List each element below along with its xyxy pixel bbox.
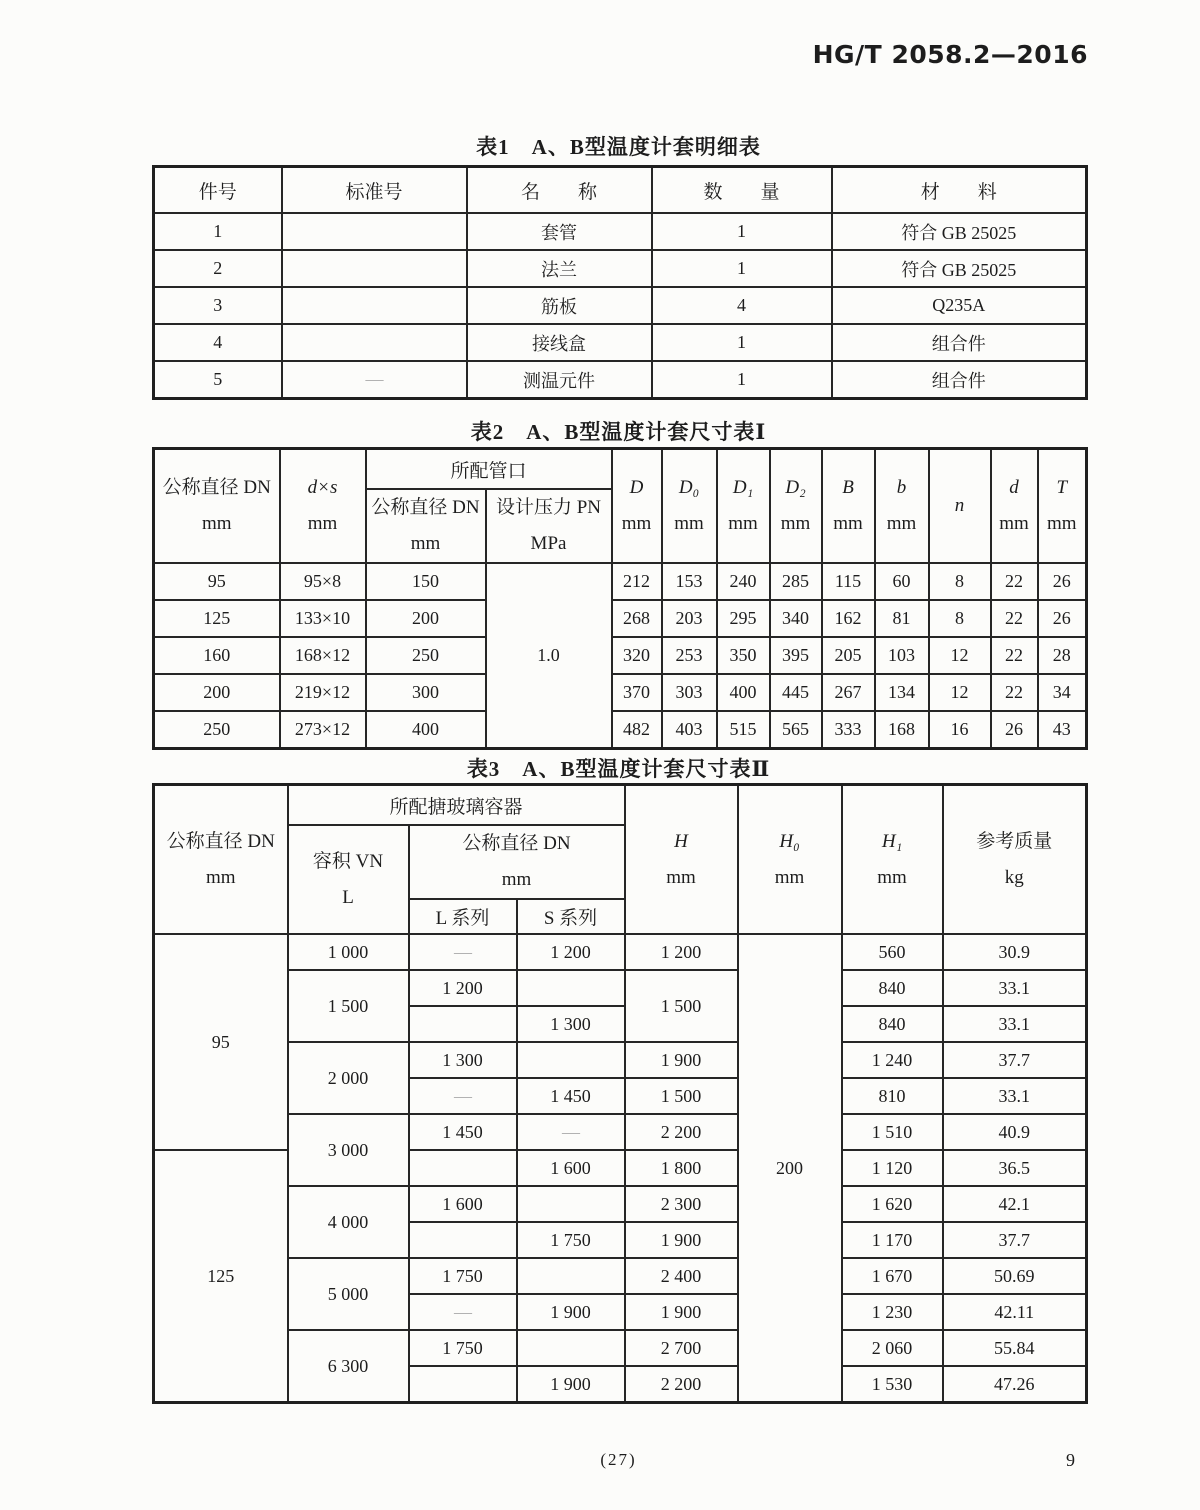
table-cell: 55.84 xyxy=(943,1330,1087,1366)
table-cell: 1 170 xyxy=(842,1222,943,1258)
table-cell: 370 xyxy=(612,674,662,711)
header-unit: mm xyxy=(621,513,652,535)
table-row xyxy=(154,287,1087,324)
table-cell: 240 xyxy=(717,563,770,600)
header-label: D xyxy=(629,477,644,498)
table-cell: 1 600 xyxy=(517,1150,625,1186)
table-cell: 4 xyxy=(154,324,282,361)
table2-header-pn xyxy=(486,489,612,563)
table-cell: 1 500 xyxy=(625,1078,738,1114)
footer-page-number: 9 xyxy=(1066,1450,1075,1470)
table-cell: 160 xyxy=(154,637,280,674)
table-row xyxy=(154,563,1087,600)
table-cell: 403 xyxy=(662,711,717,749)
table-cell xyxy=(517,1330,625,1366)
table-cell-volume: 6 300 xyxy=(288,1330,409,1403)
table-cell: 4 xyxy=(652,287,832,324)
table-row xyxy=(154,1114,1087,1150)
table-cell: 95×8 xyxy=(280,563,366,600)
table-cell: 285 xyxy=(770,563,822,600)
table-cell: 8 xyxy=(929,600,991,637)
table-cell: 810 xyxy=(842,1078,943,1114)
header-unit: mm xyxy=(307,513,338,535)
table-cell: 1 200 xyxy=(517,934,625,970)
table-cell: 26 xyxy=(991,711,1038,749)
header-unit: mm xyxy=(999,513,1029,535)
table-cell: 340 xyxy=(770,600,822,637)
table-cell xyxy=(409,1006,517,1042)
table-cell: 303 xyxy=(662,674,717,711)
table-cell: 8 xyxy=(929,563,991,600)
table-cell: 219×12 xyxy=(280,674,366,711)
table-cell: 400 xyxy=(717,674,770,711)
table-cell: 5 xyxy=(154,361,282,399)
table-cell: 1 800 xyxy=(625,1150,738,1186)
table-cell xyxy=(517,970,625,1006)
table-cell: 1 900 xyxy=(625,1222,738,1258)
table-cell: 300 xyxy=(366,674,486,711)
table-cell: 16 xyxy=(929,711,991,749)
table-cell: 12 xyxy=(929,637,991,674)
table-cell: 103 xyxy=(875,637,929,674)
table-cell: 205 xyxy=(822,637,875,674)
table3-header-vessel-dn xyxy=(409,825,625,899)
table-cell: 125 xyxy=(154,600,280,637)
table-cell: 22 xyxy=(991,600,1038,637)
table2-header-dn xyxy=(154,449,280,564)
header-label: 参考质量 xyxy=(976,830,1053,852)
table-cell: 42.1 xyxy=(943,1186,1087,1222)
table2-dimensions-1 xyxy=(152,447,1088,750)
table-cell: 515 xyxy=(717,711,770,749)
table-cell: 1 xyxy=(154,213,282,250)
table-cell: 37.7 xyxy=(943,1222,1087,1258)
table2-header-B xyxy=(822,449,875,564)
header-unit: mm xyxy=(410,533,441,555)
table-cell: 200 xyxy=(154,674,280,711)
header-label: 公称直径 DN xyxy=(371,497,480,518)
table-cell xyxy=(282,213,467,250)
table-cell: 28 xyxy=(1038,637,1087,674)
table-cell: 33.1 xyxy=(943,1006,1087,1042)
header-unit: mm xyxy=(501,869,532,891)
table-cell xyxy=(517,1258,625,1294)
table-cell: 445 xyxy=(770,674,822,711)
table-row xyxy=(154,600,1087,637)
header-label: H₁ xyxy=(881,830,903,852)
table-cell: 2 400 xyxy=(625,1258,738,1294)
header-label: 公称直径 DN xyxy=(462,833,571,854)
table-cell: 60 xyxy=(875,563,929,600)
table-cell: 法兰 xyxy=(467,250,652,287)
table-cell: 22 xyxy=(991,674,1038,711)
table-cell: 212 xyxy=(612,563,662,600)
table-cell xyxy=(409,1366,517,1403)
table-cell: 测温元件 xyxy=(467,361,652,399)
table-cell: 2 xyxy=(154,250,282,287)
table3-header-H1 xyxy=(842,785,943,935)
table-cell: 162 xyxy=(822,600,875,637)
table-cell: — xyxy=(409,1078,517,1114)
table-cell: 2 300 xyxy=(625,1186,738,1222)
table-cell: 133×10 xyxy=(280,600,366,637)
header-unit: mm xyxy=(833,513,863,535)
table-cell xyxy=(517,1042,625,1078)
table-cell: 2 200 xyxy=(625,1366,738,1403)
table-row xyxy=(154,361,1087,399)
table-cell-volume: 1 500 xyxy=(288,970,409,1042)
table-cell: 1 xyxy=(652,250,832,287)
header-label: n xyxy=(954,495,965,517)
table-cell: 1 xyxy=(652,361,832,399)
table-cell: 320 xyxy=(612,637,662,674)
table-cell: 1 900 xyxy=(625,1294,738,1330)
table-cell: 1 450 xyxy=(409,1114,517,1150)
table-cell: — xyxy=(517,1114,625,1150)
table-cell: 95 xyxy=(154,563,280,600)
table-cell: 34 xyxy=(1038,674,1087,711)
table-cell-pn-merged: 1.0 xyxy=(486,563,612,749)
table2-header-n xyxy=(929,449,991,564)
table-cell: 1 900 xyxy=(625,1042,738,1078)
table-cell: 840 xyxy=(842,1006,943,1042)
table-cell: 395 xyxy=(770,637,822,674)
table-cell: 267 xyxy=(822,674,875,711)
table-cell: 2 200 xyxy=(625,1114,738,1150)
table-cell-dn-95: 95 xyxy=(154,934,288,1150)
table-cell: 1 xyxy=(652,324,832,361)
table-cell: 295 xyxy=(717,600,770,637)
table-cell: 26 xyxy=(1038,600,1087,637)
table1-header-quantity: 数 量 xyxy=(652,167,832,214)
table-cell: 168×12 xyxy=(280,637,366,674)
table-cell: 115 xyxy=(822,563,875,600)
table2-header-row-1 xyxy=(154,449,1087,490)
table-row xyxy=(154,250,1087,287)
header-label: 公称直径 DN xyxy=(162,477,271,498)
table-row xyxy=(154,674,1087,711)
table-cell: Q235A xyxy=(832,287,1087,324)
table-cell-dn-125: 125 xyxy=(154,1150,288,1403)
table-cell-volume: 2 000 xyxy=(288,1042,409,1114)
table-cell: 1 200 xyxy=(409,970,517,1006)
table-cell: 168 xyxy=(875,711,929,749)
table-cell: 1 510 xyxy=(842,1114,943,1150)
table-cell xyxy=(282,250,467,287)
table-cell: — xyxy=(409,934,517,970)
table-cell: 42.11 xyxy=(943,1294,1087,1330)
table2-header-port-dn xyxy=(366,489,486,563)
table-cell xyxy=(282,324,467,361)
table-cell: 400 xyxy=(366,711,486,749)
table-cell: 12 xyxy=(929,674,991,711)
table-cell: 40.9 xyxy=(943,1114,1087,1150)
table-cell: 1 600 xyxy=(409,1186,517,1222)
table2-header-D2 xyxy=(770,449,822,564)
table-cell: 符合 GB 25025 xyxy=(832,250,1087,287)
table-cell: 筋板 xyxy=(467,287,652,324)
table-cell: 150 xyxy=(366,563,486,600)
table-cell: 30.9 xyxy=(943,934,1087,970)
table-cell: — xyxy=(282,361,467,399)
table-cell: 350 xyxy=(717,637,770,674)
table-cell: 组合件 xyxy=(832,324,1087,361)
header-label: d xyxy=(1009,477,1019,498)
table-cell: 33.1 xyxy=(943,970,1087,1006)
table-cell: 套管 xyxy=(467,213,652,250)
header-unit: L xyxy=(342,886,354,908)
table1-header-item-no: 件号 xyxy=(154,167,282,214)
table3-header-l-series: L 系列 xyxy=(409,899,517,934)
table-cell: 153 xyxy=(662,563,717,600)
table-row xyxy=(154,711,1087,749)
table-cell: 1 750 xyxy=(409,1258,517,1294)
table-cell-volume: 4 000 xyxy=(288,1186,409,1258)
table-cell-volume: 1 000 xyxy=(288,934,409,970)
table3-header-mass xyxy=(943,785,1087,935)
table-row xyxy=(154,1258,1087,1294)
table-cell: 26 xyxy=(1038,563,1087,600)
table-cell: 565 xyxy=(770,711,822,749)
header-label: 容积 VN xyxy=(312,850,384,872)
table-cell: 1 900 xyxy=(517,1366,625,1403)
header-label: H₀ xyxy=(779,830,800,852)
header-label: b xyxy=(896,477,907,498)
table-cell: 1 230 xyxy=(842,1294,943,1330)
header-label: B xyxy=(842,477,854,498)
table-cell: 1 500 xyxy=(625,970,738,1042)
table-cell: 333 xyxy=(822,711,875,749)
header-unit: mm xyxy=(728,513,758,535)
table-cell-volume: 3 000 xyxy=(288,1114,409,1186)
table-cell: 203 xyxy=(662,600,717,637)
table3-title: 表3 A、B型温度计套尺寸表Ⅱ xyxy=(466,757,771,781)
table-cell-h0-merged: 200 xyxy=(738,934,842,1403)
header-unit: mm xyxy=(1046,513,1077,535)
header-unit: mm xyxy=(201,513,232,535)
table-cell: 47.26 xyxy=(943,1366,1087,1403)
table-cell xyxy=(517,1186,625,1222)
table-cell: 1 670 xyxy=(842,1258,943,1294)
table2-header-dxs xyxy=(280,449,366,564)
table-cell: 250 xyxy=(154,711,280,749)
table-row xyxy=(154,970,1087,1006)
header-unit: mm xyxy=(886,513,917,535)
table3-header-volume xyxy=(288,825,409,934)
table3-header-H0 xyxy=(738,785,842,935)
table-row xyxy=(154,637,1087,674)
table3-header-vessel-group: 所配搪玻璃容器 xyxy=(288,785,625,826)
table2-header-D0 xyxy=(662,449,717,564)
table-row xyxy=(154,1042,1087,1078)
table-cell: 22 xyxy=(991,563,1038,600)
table1-title: 表1 A、B型温度计套明细表 xyxy=(476,135,761,159)
table-cell: 组合件 xyxy=(832,361,1087,399)
table-row xyxy=(154,934,1087,970)
table-cell: 37.7 xyxy=(943,1042,1087,1078)
table-cell: 840 xyxy=(842,970,943,1006)
table-cell: 1 300 xyxy=(517,1006,625,1042)
table2-header-d xyxy=(991,449,1038,564)
table-cell: 50.69 xyxy=(943,1258,1087,1294)
table3-header-s-series: S 系列 xyxy=(517,899,625,934)
table-cell: — xyxy=(409,1294,517,1330)
header-label: D₀ xyxy=(678,477,700,498)
header-label: D₁ xyxy=(732,477,754,498)
table2-header-D1 xyxy=(717,449,770,564)
header-unit: mm xyxy=(666,866,696,888)
header-unit: mm xyxy=(877,866,907,888)
table-cell: 1 900 xyxy=(517,1294,625,1330)
table2-header-port-group: 所配管口 xyxy=(366,449,612,490)
table-cell: 22 xyxy=(991,637,1038,674)
header-unit: MPa xyxy=(530,533,567,555)
table-cell xyxy=(409,1222,517,1258)
footer-section-number: (27) xyxy=(600,1450,637,1469)
table-cell: 273×12 xyxy=(280,711,366,749)
table3-header-dn xyxy=(154,785,288,935)
header-unit: mm xyxy=(205,866,236,888)
table-cell xyxy=(282,287,467,324)
standard-number: HG/T 2058.2—2016 xyxy=(812,40,1088,69)
table-cell: 3 xyxy=(154,287,282,324)
table1-header-row xyxy=(154,167,1087,214)
table-cell: 33.1 xyxy=(943,1078,1087,1114)
table3-header-H xyxy=(625,785,738,935)
table-cell: 符合 GB 25025 xyxy=(832,213,1087,250)
table-cell: 81 xyxy=(875,600,929,637)
table-cell-volume: 5 000 xyxy=(288,1258,409,1330)
table-cell: 接线盒 xyxy=(467,324,652,361)
table-row xyxy=(154,324,1087,361)
header-unit: mm xyxy=(774,866,805,888)
header-unit: mm xyxy=(780,513,811,535)
table-cell xyxy=(409,1150,517,1186)
table-cell: 43 xyxy=(1038,711,1087,749)
table-cell: 1 620 xyxy=(842,1186,943,1222)
table-cell: 250 xyxy=(366,637,486,674)
table-cell: 2 700 xyxy=(625,1330,738,1366)
table1-header-standard-no: 标准号 xyxy=(282,167,467,214)
table2-title: 表2 A、B型温度计套尺寸表Ⅰ xyxy=(470,420,767,444)
table-cell: 134 xyxy=(875,674,929,711)
table-row xyxy=(154,213,1087,250)
table-cell: 2 060 xyxy=(842,1330,943,1366)
table-cell: 1 240 xyxy=(842,1042,943,1078)
table2-header-b xyxy=(875,449,929,564)
table-cell: 482 xyxy=(612,711,662,749)
table-row xyxy=(154,1330,1087,1366)
table-cell: 268 xyxy=(612,600,662,637)
table-cell: 1 xyxy=(652,213,832,250)
header-unit: kg xyxy=(1004,866,1024,888)
header-label: H xyxy=(674,830,688,852)
table1-parts-list xyxy=(152,165,1088,400)
header-label: 设计压力 PN xyxy=(495,497,602,518)
header-label: d×s xyxy=(307,477,338,498)
table-cell: 36.5 xyxy=(943,1150,1087,1186)
header-label: D₂ xyxy=(785,477,806,498)
table-cell: 200 xyxy=(366,600,486,637)
header-label: T xyxy=(1056,477,1068,498)
table-cell: 1 750 xyxy=(409,1330,517,1366)
table-cell: 1 300 xyxy=(409,1042,517,1078)
table-cell: 560 xyxy=(842,934,943,970)
table3-dimensions-2 xyxy=(152,783,1088,1404)
table-cell: 1 530 xyxy=(842,1366,943,1403)
table-cell: 253 xyxy=(662,637,717,674)
header-unit: mm xyxy=(674,513,704,535)
table1-header-name: 名 称 xyxy=(467,167,652,214)
table-cell: 1 450 xyxy=(517,1078,625,1114)
table-cell: 1 200 xyxy=(625,934,738,970)
table-cell: 1 120 xyxy=(842,1150,943,1186)
table-cell: 1 750 xyxy=(517,1222,625,1258)
header-label: 公称直径 DN xyxy=(166,830,275,852)
table2-header-T xyxy=(1038,449,1087,564)
table3-header-row-1 xyxy=(154,785,1087,826)
table2-header-D xyxy=(612,449,662,564)
table-row xyxy=(154,1186,1087,1222)
table1-header-material: 材 料 xyxy=(832,167,1087,214)
